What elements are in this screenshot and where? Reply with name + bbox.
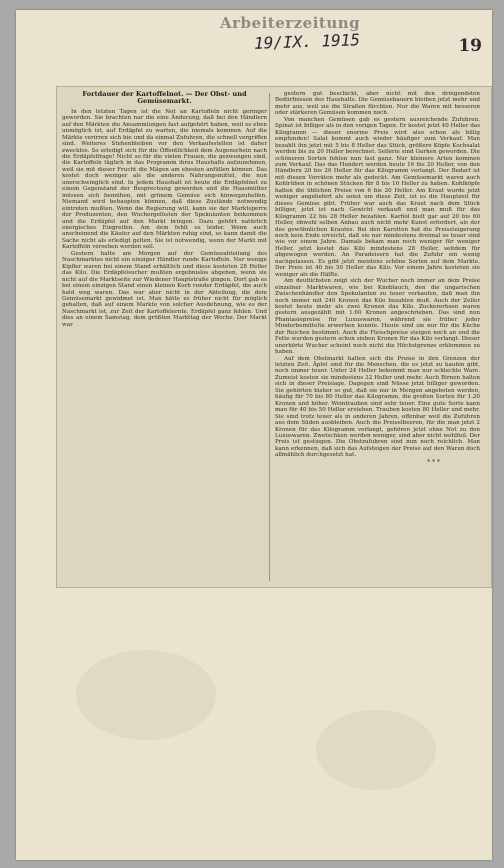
article-column-right — [275, 91, 480, 583]
article-paragraph: In den letzten Tagen ist die Not an Kartoffeln nicht geringer geworden. Sie brachten nur die eine Änderung, daß bei den Händlern auf den Märkten die Ansammlungen fast aufgehört haben, weil es eben unmöglich ist, auf Erdäpfel zu warten, die niemals kommen. Auf die Märkte verirren sich hie und da einmal Zufuhren, die schnell vergriffen sind. Weiteres Stehenbleiben vor den Verkaufsstellen ist daher zwecklos. So erledigt sich für die Öffentlichkeit dem Augenschein nach die Erdäpfelfrage! Nicht so für die vielen Frauen, die gezwungen sind, die Kartoffeln täglich in das Programm ihres Haushalts aufzunehmen, weil sie mit dieser Frucht die Mägen am ehesten anfüllen können. Das kostet doch weniger als die anderen Nahrungsmittel, die nun unerschwinglich sind. In jedem Haushalt ist heute die Erdäpfelnot zu einem Gegenstand der Besprechung geworden und die Hausmütter müssen sich bemühen, mit grünem Gemüse sich hinwegzuhelfen. Niemand wird behaupten können, daß diese Zustände notwendig eintreten mußten. Wenn die Regierung will, kann sie der Marktsperre der Produzenten, den Wuchergelüsten der Spekulanten beikommen und die Erdäpfel auf den Markt bringen. Dazu gehört natürlich energisches Eingreifen. Am dem fehlt es leider. Wenn auch anscheinend die Käufer auf den Märkten ruhig sind, so kann damit die Sache nicht als erledigt gelten. Sie ist notwendig, wenn der Markt mit Kartoffeln versehen werden soll. — [62, 108, 267, 251]
article-paragraph: Von manchen Gemüsen gab es gestern ausreichende Zufuhren. Spinat ist billiger als in den vorigen Tagen. Er kostet jetzt 40 Heller das Kilogramm — dieser enorme Preis wird also schon als billig empfunden! Salat kommt auch wieder häufiger zum Verkauf. Man bezahlt ihn jetzt mit 5 bis 8 Heller das Stück, größere Köpfe Kochsalat werden bis zu 20 Heller berechnet. Sellerie sind Gurken geworden. Die schöneren Sorten fehlen nun fast ganz. Nur kleinere Arten kommen zum Verkauf. Das das Hundert werden heute 16 bis 20 Heller, von den Händlern 20 bis 26 Heller für das Kilogramm verlangt. Der Bedarf ist mit diesen Vorräten mehr als gedeckt. Am Gemüsemarkt waren auch Kohlrüben in schönen Stücken für 8 bis 10 Heller zu haben. Kohlköpfe halten die üblichen Preise von 6 bis 20 Heller. Am Kraut wurde jetzt weniger angeliefert als sonst um diese Zeit, ist es die Hauptzeit für dieses Gemüse gibt. Früher war auch das Kraut nach dem Stück billiger, jetzt ist nach Gewicht verkauft und man muß für das Kilogramm 22 bis 28 Heller bezahlen. Karfiol hielt gar auf 20 bis 60 Heller, obwohl selben Anbau auch nicht mehr Kunst erfordert, als der des gewöhnlichen Krautes. Bei den Karotten hat die Preissteigerung noch kein Ende erreicht, daß sie nur mindestens dreimal so teuer sind wie vor einem Jahre. Damals bekam man noch weniger für weniger Heller, jetzt kostet das Kilo mindestens 28 Heller, seitdem für abgewogen werden. An Paradeisern hat die Zufuhr ein wenig nachgelassen. Es gibt jetzt meistens schöne Sorten auf dem Markte. Der Preis ist 40 bis 50 Heller das Kilo. Vor einem Jahre kosteten sie weniger als die Hälfte. — [275, 116, 480, 278]
article-paragraph: Auf dem Obstmarkt halten sich die Preise in den Grenzen der letzten Zeit. Äpfel sind für die Menschen, die es jetzt zu kaufen gibt, noch immer teuer. Unter 24 Heller bekommt man nur schlechte Ware. Zumeist kosten sie mindestens 32 Heller und mehr. Auch Birnen halten sich in dieser Preislage. Dagegen sind Nüsse jetzt billiger geworden. Sie gehörten bisher so gut, daß sie nur in Mengen angeboten werden, häufig für 70 bis 80 Heller das Kilogramm, die großen Sorten für 1.20 Kronen und höher. Weintrauben sind sehr teuer. Eine gute Sorte kann man für 40 bis 50 Heller erstehen. Trauben kosten 80 Heller und mehr. Sie sind trotz teuer als in anderen Jahren, offenbar weil die Zufuhren aus dem Süden ausbleiben. Auch die Preiselbeeren, für die man jetzt 2 Kronen für das Kilogramm verlangt, gehören jetzt ohne Not zu den Luxuswaren. Zwetschken werden weniger, sind aber nicht wohlfeil. Der Preis ist gestiegen. Die Obstzufuhren sind nun noch reichlich. Man kann erkennen, daß sich das Aufsteigen der Preise auf den Waren doch allmählich durchgesetzt hat. — [275, 355, 480, 459]
newspaper-clipping — [56, 86, 492, 588]
masthead: Arbeiterzeitung — [220, 14, 361, 32]
article-paragraph: gestern gut beschickt, aber nicht mit den dringendsten Bedürfnissen des Haushalts. Die Gemüsebauern bleiben jetzt mehr und mehr aus, weil sie die Straßen fürchten. Nur die Waren mit besseren oder stärkeren Gemüsen kommen noch. — [275, 91, 480, 117]
column-divider — [269, 93, 270, 581]
paper-stain — [316, 710, 436, 790]
article-paragraph: Am deutlichsten zeigt sich der Wucher noch immer an dem Preise einzelner Marktwaren, wie bei Knoblauch, den die ungarischen Zwischenhändler den Spekulanten zu teuer verkaufen, daß man ihn noch immer mit 240 Kronen das Kilo bezahlen muß. Auch der Zeller kostet heute mehr als zwei Kronen das Kilo. Zuckererbsen waren gestern ausgezählt mit 1.60 Kronen angeschrieben. Das sind nun Phantasiepreise für Luxuswaren, während sie früher jeder Minderbemittelte erwerben konnte. Heute sind sie nur für die Küche der Reichen bestimmt. Auch die Fleischpreise steigen noch an und die Fette wurden gestern schon sieben Kronen für das Kilo verlangt. Dieser unerhörte Wucher scheint noch nicht die Höchstgrenze erklommen zu haben. — [275, 278, 480, 356]
page-number: 19 — [458, 36, 482, 56]
newspaper-sheet — [16, 10, 492, 860]
article-title: Fortdauer der Kartoffelnot. — Der Obst- und Gemüsemarkt. — [82, 91, 247, 106]
handwritten-date: 19/IX. 1915 — [253, 30, 361, 53]
article-column-left — [62, 91, 267, 507]
paper-stain — [76, 650, 216, 740]
article-end-mark: * * * — [427, 458, 440, 466]
article-paragraph: Gestern hatte am Morgen auf der Gemüseabteilung des Naschmarktes nicht ein einziger Händler runde Kartoffeln. Nur wenige Kipfler waren bei einem Stand erhältlich und diese kosteten 28 Heller das Kilo. Die Erdäpfelsucher mußten ergebnislos abgehen, wenn sie nicht auf die Marktseite zur Wiedener Hauptstraße gingen. Dort gab es bei einem einzigen Stand einen kleinen Korb runder Erdäpfel, die auch bald weg waren. Das war aber nicht in der Abteilung, die dem Gemüsemarkt gewidmet ist. Man hätte es früher nicht für möglich gehalten, daß auf einem Markte von solcher Ausdehnung, wie es der Naschmarkt ist, zur Zeit der Kartoffelernte, Erdäpfel ganz fehlen. Und dies an einem Samstag, dem größten Markttag der Woche. Der Markt war — [62, 250, 267, 328]
